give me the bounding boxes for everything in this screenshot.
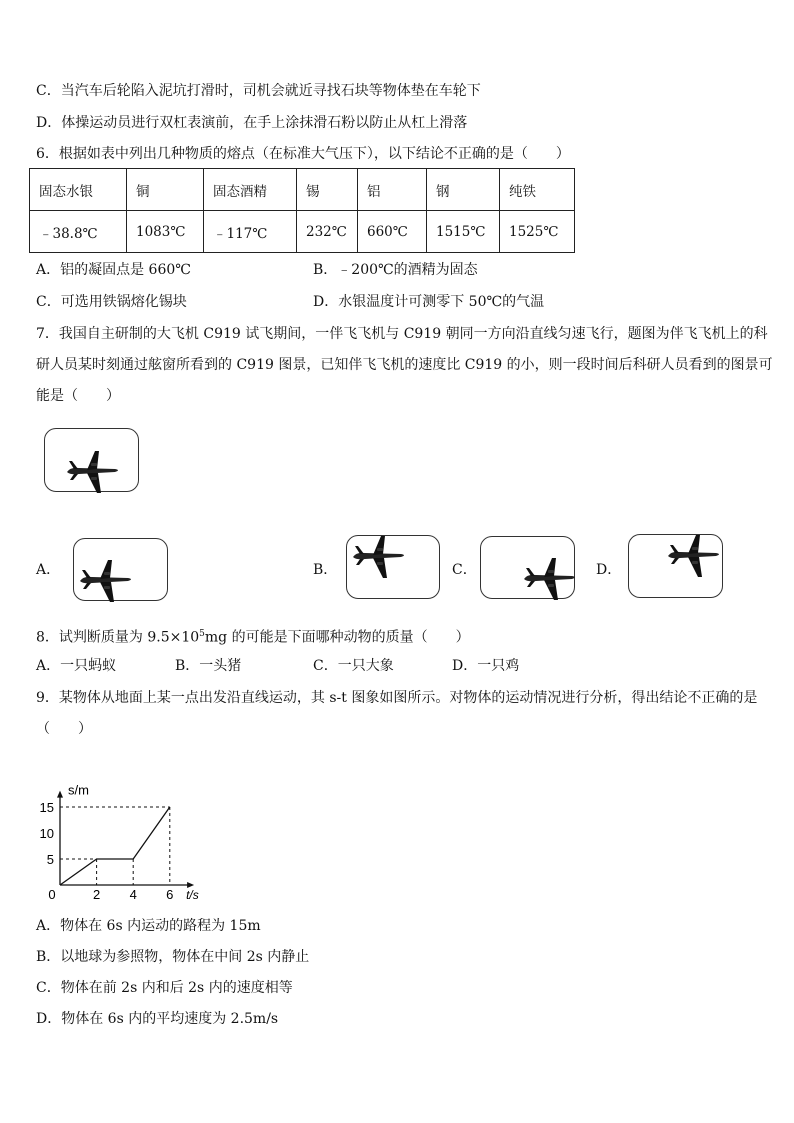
q8-option-a: A．一只蚂蚁 <box>36 658 117 674</box>
q9-stem-line2: （ ） <box>36 721 92 737</box>
table-cell: 660℃ <box>358 211 427 253</box>
x-tick-label: 2 <box>92 887 101 902</box>
table-cell: ﹣38.8℃ <box>30 211 127 253</box>
q7-label-c: C． <box>452 562 477 578</box>
table-cell: 钢 <box>427 169 500 211</box>
origin-label: 0 <box>48 887 56 902</box>
q8-option-b: B．一头猪 <box>175 658 242 674</box>
q6-option-c: C．可选用铁锅熔化锡块 <box>36 294 187 310</box>
q8-option-d: D．一只鸡 <box>452 658 520 674</box>
table-value-row <box>30 211 575 253</box>
table-cell: 纯铁 <box>500 169 575 211</box>
melting-point-table <box>29 168 575 253</box>
y-tick-label: 10 <box>40 826 54 841</box>
option-b-window-frame <box>346 535 440 599</box>
q7-stem-line3: 能是（ ） <box>36 388 120 404</box>
q8-exponent: 5 <box>199 629 205 639</box>
x-tick-label: 6 <box>166 887 174 902</box>
q9-option-b: B．以地球为参照物，物体在中间 2s 内静止 <box>36 949 310 965</box>
table-cell: 固态水银 <box>30 169 127 211</box>
q8-option-c: C．一只大象 <box>313 658 394 674</box>
q9-option-d: D．物体在 6s 内的平均速度为 2.5m/s <box>36 1011 279 1027</box>
option-d-window-frame <box>628 534 723 598</box>
table-cell: 1515℃ <box>427 211 500 253</box>
q7-label-d: D． <box>596 562 622 578</box>
q8-stem-text-end: mg 的可能是下面哪种动物的质量（ ） <box>204 629 470 646</box>
airplane-icon <box>351 535 407 579</box>
q7-label-b: B． <box>313 562 338 578</box>
q6-stem: 6．根据如表中列出几种物质的熔点（在标准大气压下），以下结论不正确的是（ ） <box>36 146 570 162</box>
table-cell: 1083℃ <box>127 211 204 253</box>
y-axis-arrow <box>57 791 63 798</box>
q6-option-b: B．﹣200℃的酒精为固态 <box>313 262 478 278</box>
q7-stem-line1: 7．我国自主研制的大飞机 C919 试飞期间，一伴飞飞机与 C919 朝同一方向沿直线匀速飞行，题图为伴飞飞机上的科 <box>36 326 768 342</box>
q7-label-a: A． <box>36 562 61 578</box>
reference-window-frame <box>44 428 139 492</box>
table-header-row <box>30 169 575 211</box>
table-cell: ﹣117℃ <box>204 211 297 253</box>
option-c-window-frame <box>480 536 575 599</box>
table-cell: 1525℃ <box>500 211 575 253</box>
table-cell: 锡 <box>297 169 358 211</box>
table-cell: 固态酒精 <box>204 169 297 211</box>
x-axis-label: t/s <box>186 888 199 902</box>
table-cell: 铜 <box>127 169 204 211</box>
airplane-icon <box>65 450 121 494</box>
s-t-line <box>60 807 170 885</box>
q8-stem-text: 8．试判断质量为 9.5×10 <box>36 629 200 646</box>
s-t-graph <box>40 752 230 902</box>
airplane-icon <box>522 557 578 601</box>
option-a-window-frame <box>73 538 168 601</box>
table-cell: 铝 <box>358 169 427 211</box>
q9-stem-line1: 9．某物体从地面上某一点出发沿直线运动，其 s-t 图象如图所示。对物体的运动情况进行分析，得出结论不正确的是 <box>36 690 758 706</box>
q5-option-d: D．体操运动员进行双杠表演前，在手上涂抹滑石粉以防止从杠上滑落 <box>36 115 468 131</box>
q6-option-d: D．水银温度计可测零下 50℃的气温 <box>313 294 545 310</box>
table-cell: 232℃ <box>297 211 358 253</box>
y-tick-label: 15 <box>40 800 54 815</box>
x-tick-label: 4 <box>129 887 137 902</box>
q9-option-c: C．物体在前 2s 内和后 2s 内的速度相等 <box>36 980 293 996</box>
q6-option-a: A．铝的凝固点是 660℃ <box>36 262 191 278</box>
airplane-icon <box>666 534 722 578</box>
y-axis-label: s/m <box>68 782 89 798</box>
q9-option-a: A．物体在 6s 内运动的路程为 15m <box>36 918 261 934</box>
q8-stem <box>36 624 470 648</box>
q5-option-c: C．当汽车后轮陷入泥坑打滑时，司机会就近寻找石块等物体垫在车轮下 <box>36 83 481 99</box>
y-tick-label: 5 <box>46 852 54 867</box>
q7-stem-line2: 研人员某时刻通过舷窗所看到的 C919 图景，已知伴飞飞机的速度比 C919 的小，则一段时间后科研人员看到的图景可 <box>36 357 773 373</box>
airplane-icon <box>78 559 134 603</box>
